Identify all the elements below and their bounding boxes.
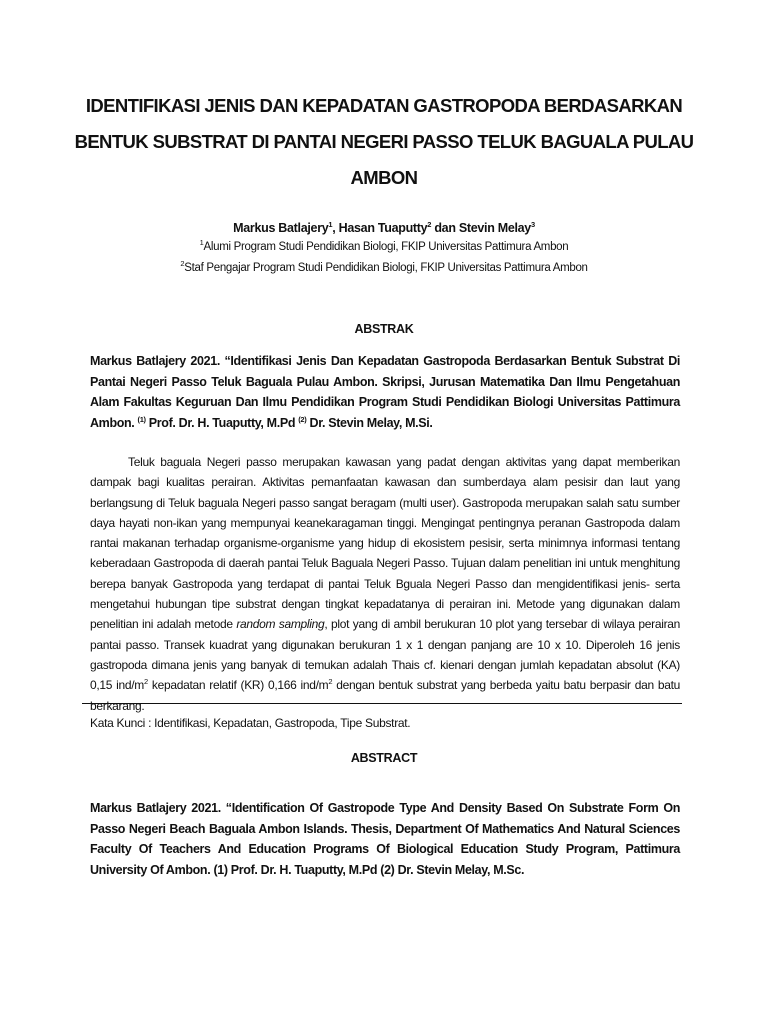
body-italic-term: random sampling [236, 617, 325, 632]
author-separator: , [332, 221, 339, 235]
affiliation-marker: 1 [199, 238, 204, 248]
unit-exponent: 2 [328, 677, 333, 687]
title-line: AMBON [350, 167, 418, 188]
paper-title [60, 88, 708, 196]
affiliation-text: Alumi Program Studi Pendidikan Biologi, FKIP Universitas Pattimura Ambon [203, 241, 569, 253]
abstract-heading: ABSTRACT [350, 751, 418, 765]
title-line: BENTUK SUBSTRAT DI PANTAI NEGERI PASSO TELUK BAGUALA PULAU [74, 131, 694, 152]
author-list [0, 220, 768, 236]
affiliation-text: Staf Pengajar Program Studi Pendidikan Biologi, FKIP Universitas Pattimura Ambon [184, 262, 588, 274]
supervisor-marker: (2) [298, 414, 307, 424]
author-affiliation-marker: 3 [530, 219, 535, 229]
author-affiliation-marker: 2 [427, 219, 432, 229]
author-name: Markus Batlajery [233, 221, 329, 235]
section-divider [82, 703, 682, 704]
body-text-segment: dengan bentuk substrat yang berbeda yaitu batu berpasir dan batu berkarang. [90, 678, 680, 713]
body-text-segment: kepadatan relatif (KR) 0,166 ind/m [147, 678, 329, 693]
abstrak-heading: ABSTRAK [354, 322, 414, 336]
affiliation-marker: 2 [180, 259, 185, 269]
unit-exponent: 2 [144, 677, 148, 687]
affiliation [0, 261, 768, 275]
supervisor-name: Dr. Stevin Melay, M.Si. [306, 415, 433, 430]
keywords-line: Kata Kunci : Identifikasi, Kepadatan, Gastropoda, Tipe Substrat. [90, 716, 411, 730]
body-text-segment: , plot yang di ambil berukuran 10 plot yang tersebar di wilaya perairan pantai passo. Transek kuadrat yang digunakan berukuran 1 x 1 dengan panjang are 10 x 10. Diperoleh 16 jenis gastropoda dimana jenis yang banyak di temukan adalah Thais cf. kienari dengan jumlah kepadatan absolut (KA) 0,15 ind/m [90, 617, 681, 693]
author-separator: dan [431, 221, 459, 235]
supervisor-marker: (1) [137, 414, 146, 424]
abstrak-body [90, 452, 680, 716]
affiliation [0, 240, 768, 254]
abstrak-citation [90, 351, 680, 433]
body-text-segment: Teluk baguala Negeri passo merupakan kawasan yang padat dengan aktivitas yang dapat memberikan dampak bagi kualitas perairan. Aktivitas pemanfaatan kawasan dan sumberdaya alam pesisir dan laut yang berlangsung di Teluk baguala Negeri passo sangat beragam (multi user). Gastropoda merupakan salah satu sumber daya hayati non-ikan yang mempunyai keanekaragaman tinggi. Mengingat pentingnya peranan Gastropoda dalam rantai makanan terhadap organisme-organisme yang hidup di ekosistem pesisir, serta minimnya informasi tentang keberadaan Gastropoda di daerah pantai Teluk Baguala Negeri Passo. Tujuan dalam penelitian ini untuk menghitung berepa banyak Gastropoda yang terdapat di pantai Teluk Bguala Negeri Passo dan mengidentifikasi jenis- serta mengetahui hubungan tipe substrat dengan tingkat kepadatanya di perairan ini. Metode yang digunakan dalam penelitian ini adalah metode [90, 455, 680, 632]
abstrak-paragraph [90, 452, 680, 716]
author-affiliation-marker: 1 [328, 219, 333, 229]
supervisor-name: Prof. Dr. H. Tuaputty, M.Pd [145, 415, 299, 430]
author-name: Hasan Tuaputty [338, 221, 428, 235]
author-name: Stevin Melay [458, 221, 531, 235]
citation-text: Markus Batlajery 2021. “Identifikasi Jenis Dan Kepadatan Gastropoda Berdasarkan Bentuk Substrat Di Pantai Negeri Passo Teluk Baguala Pulau Ambon. Skripsi, Jurusan Matematika Dan Ilmu Pengetahuan Alam Fakultas Keguruan Dan Ilmu Pendidikan Program Studi Pendidikan Biologi Universitas Pattimura Ambon. [90, 354, 680, 430]
abstract-citation: Markus Batlajery 2021. “Identification Of Gastropode Type And Density Based On Substrate Form On Passo Negeri Beach Baguala Ambon Islands. Thesis, Department Of Mathematics And Natural Sciences Faculty Of Teachers And Education Programs Of Biological Education Study Program, Pattimura University Of Ambon. (1) Prof. Dr. H. Tuaputty, M.Pd (2) Dr. Stevin Melay, M.Sc. [90, 801, 680, 877]
title-line: IDENTIFIKASI JENIS DAN KEPADATAN GASTROPODA BERDASARKAN [85, 95, 683, 116]
